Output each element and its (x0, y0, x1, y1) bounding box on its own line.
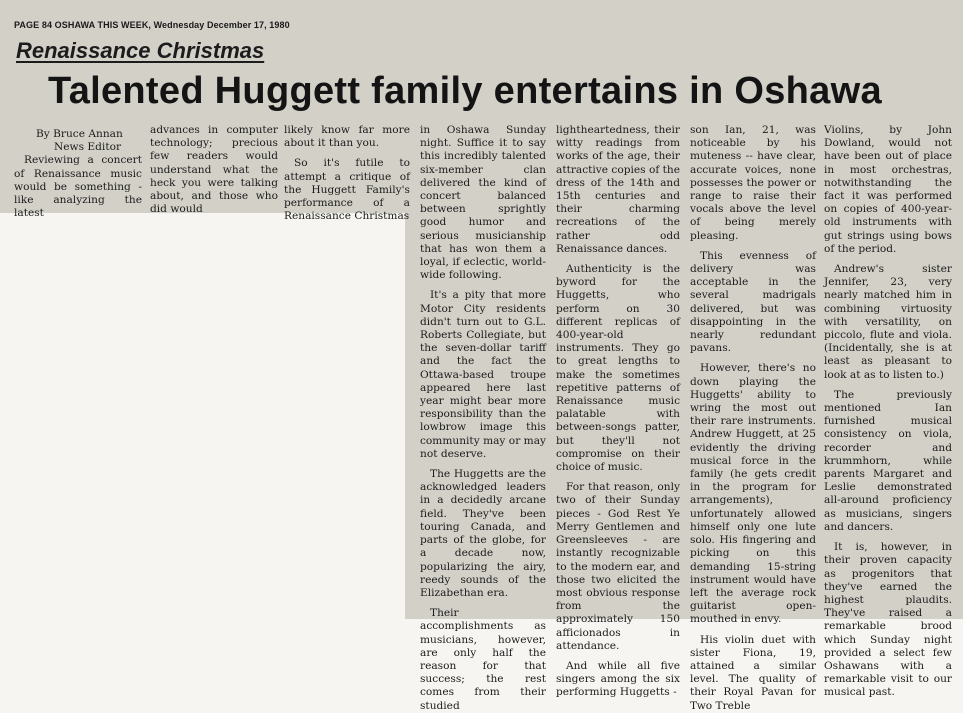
kicker-title: Renaissance Christmas (16, 38, 265, 63)
column-2 (150, 124, 278, 216)
column-6 (690, 124, 816, 712)
column-6-paragraph-2: This evenness of delivery was acceptable in the several madrigals delivered, but was disappointing in the nearly redundant pavans. (690, 249, 816, 355)
column-4-paragraph-3: The Huggetts are the acknowledged leaders in a decidedly arcane field. They've been touring Canada, and parts of the globe, for a decade now, popularizing the airy, reedy sounds of the Elizabethan era. (420, 468, 546, 599)
column-3-paragraph-1: likely know far more about it than you. (284, 124, 410, 150)
column-4-paragraph-1: in Oshawa Sunday night. Suffice it to say this incredibly talented six-member clan delivered the kind of concert balanced between sprightly good humor and serious musicianship that has won them a loyal, if eclectic, world-wide following. (420, 124, 546, 282)
column-5 (556, 124, 680, 699)
column-4 (420, 124, 546, 712)
column-5-paragraph-2: Authenticity is the byword for the Huggetts, who perform on 30 different replicas of 400-year-old instruments. They go to great lengths to make the sometimes repetitive patterns of Renaissance music palatable with between-songs patter, but they'll not compromise on their choice of music. (556, 263, 680, 474)
column-5-paragraph-4: And while all five singers among the six performing Huggetts - (556, 659, 680, 699)
column-7-paragraph-4: It is, however, in their proven capacity as progenitors that they've earned the highest plaudits. They've raised a remarkable brood which Sunday night provided a select few Oshawans with a remarkable visit to our musical past. (824, 541, 952, 699)
column-5-paragraph-1: lightheartedness, their witty readings from works of the age, their attractive copies of the dress of the 14th and 15th centuries and their charming recreations of the rather odd Renaissance dances. (556, 124, 680, 255)
column-4-paragraph-4: Their accomplishments as musicians, however, are only half the reason for that success; the rest comes from their studied (420, 607, 546, 712)
column-6-paragraph-4: His violin duet with sister Fiona, 19, attained a similar level. The quality of their Royal Pavan for Two Treble (690, 633, 816, 712)
column-3 (284, 124, 410, 223)
masthead: PAGE 84 OSHAWA THIS WEEK, Wednesday December 17, 1980 (14, 20, 290, 30)
column-1 (14, 128, 142, 220)
column-6-paragraph-3: However, there's no down playing the Huggetts' ability to wring the most out their rare instruments. Andrew Huggett, at 25 evidently the driving musical force in the family (he gets credit in the program for arrangements), unfortunately allowed himself only one lute solo. His fingering and picking on this demanding 15-string instrument would have left the average rock guitarist open-mouthed in envy. (690, 362, 816, 626)
column-2-paragraph-1: advances in computer technology; precious few readers would understand what the heck you were talking about, and those who did would (150, 124, 278, 216)
column-6-paragraph-1: son Ian, 21, was noticeable by his muteness -- have clear, accurate voices, none possesses the power or range to raise their vocals above the level of being merely pleasing. (690, 124, 816, 242)
byline-role: News Editor (54, 141, 122, 154)
column-5-paragraph-3: For that reason, only two of their Sunday pieces - God Rest Ye Merry Gentlemen and Greensleeves - are instantly recognizable to the modern ear, and those two elicited the most obvious response from the approximately 150 afficionados in attendance. (556, 481, 680, 652)
headline: Talented Huggett family entertains in Oshawa (48, 70, 882, 112)
column-1-paragraph-1: Reviewing a concert of Renaissance music would be something - like analyzing the latest (14, 154, 142, 220)
column-7-paragraph-1: Violins, by John Dowland, would not have been out of place in most orchestras, notwithstanding the fact it was performed on copies of 400-year-old instruments with gut strings using bows of the period. (824, 124, 952, 255)
column-7-paragraph-2: Andrew's sister Jennifer, 23, very nearly matched him in combining virtuosity with versatility, on piccolo, flute and viola. (Incidentally, she is at least as pleasant to look at as to listen to.) (824, 263, 952, 381)
column-3-paragraph-2: So it's futile to attempt a critique of the Huggett Family's performance of a Renaissance Christmas (284, 157, 410, 223)
byline-author: By Bruce Annan (36, 128, 123, 140)
column-7-paragraph-3: The previously mentioned Ian furnished musical consistency on viola, recorder and krummhorn, while parents Margaret and Leslie demonstrated all-around proficiency as musicians, singers and dancers. (824, 388, 952, 533)
column-4-paragraph-2: It's a pity that more Motor City residents didn't turn out to G.L. Roberts Collegiate, but the seven-dollar tariff and the fact the Ottawa-based troupe appeared here last year might bear more responsibility than the lowbrow image this community may or may not deserve. (420, 289, 546, 460)
column-7 (824, 124, 952, 699)
